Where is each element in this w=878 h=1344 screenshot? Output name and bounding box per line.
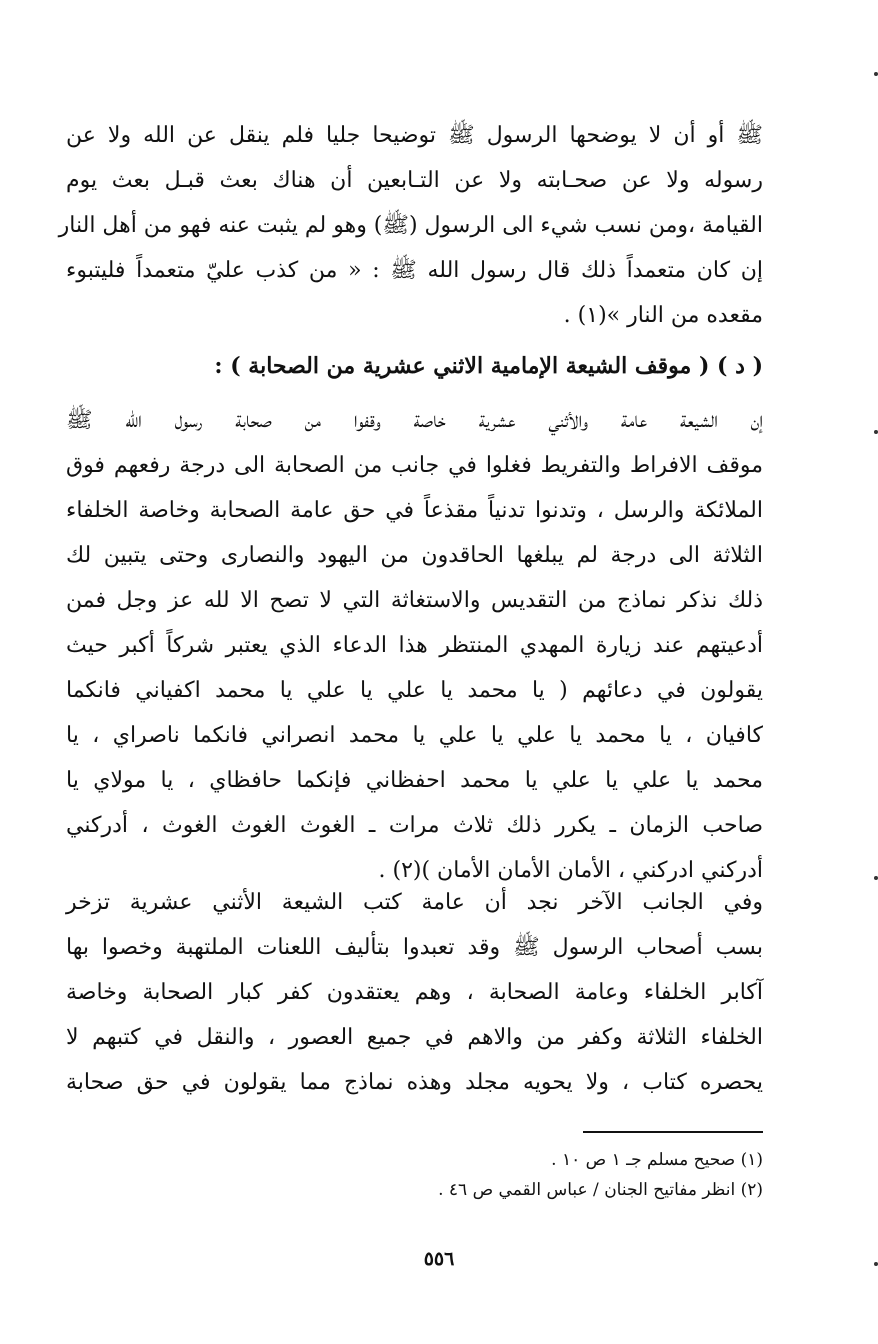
text-line: ﷺ أو أن لا يوضحها الرسول ﷺ توضيحا جليا فلم ينقل عن الله ولا عن xyxy=(66,123,763,148)
section-heading: ( د ) ( موقف الشيعة الإمامية الاثني عشرية من الصحابة ) : xyxy=(214,353,763,379)
text-line: إن الشيعة عامة والأثني عشرية خاصة وقفوا من صحابة رسول الله ﷺ xyxy=(66,408,763,433)
text-line: كافيان ، يا محمد يا علي يا علي يا محمد انصراني فانكما ناصراي ، يا xyxy=(66,723,763,748)
text-line: رسوله ولا عن صحـابته ولا عن التـابعين أن هناك بعث قبـل بعث يوم xyxy=(66,168,763,193)
text-line: القيامة ،ومن نسب شيء الى الرسول (ﷺ) وهو لم يثبت عنه فهو من أهل النار xyxy=(58,213,763,238)
text-line: بسب أصحاب الرسول ﷺ وقد تعبدوا بتأليف اللعنات الملتهبة وخصوا بها xyxy=(66,935,763,960)
footnote-2: (٢) انظر مفاتيح الجنان / عباس القمي ص ٤٦ . xyxy=(438,1180,763,1200)
paragraph-1 xyxy=(58,113,763,338)
text-line: يحصره كتاب ، ولا يحويه مجلد وهذه نماذج مما يقولون في حق صحابة xyxy=(66,1070,763,1095)
paragraph-2 xyxy=(66,398,763,893)
page-number: ٥٥٦ xyxy=(423,1248,455,1270)
text-line: الثلاثة الى درجة لم يبلغها الحاقدون من اليهود والنصارى وحتى يتبين لك xyxy=(66,543,763,568)
text-line: يقولون في دعائهم ( يا محمد يا علي يا علي يا محمد اكفياني فانكما xyxy=(66,678,763,703)
footnotes xyxy=(300,1145,763,1205)
scan-mark xyxy=(874,1262,878,1266)
footnote-1: (١) صحيح مسلم جـ ١ ص ١٠ . xyxy=(551,1150,763,1170)
text-line: صاحب الزمان ـ يكرر ذلك ثلاث مرات ـ الغوث الغوث الغوث ، أدركني xyxy=(66,813,763,838)
text-line: آكابر الخلفاء وعامة الصحابة ، وهم يعتقدون كفر كبار الصحابة وخاصة xyxy=(66,980,763,1005)
text-line: موقف الافراط والتفريط فغلوا في جانب من الصحابة الى درجة رفعهم فوق xyxy=(66,453,763,478)
text-line: وفي الجانب الآخر نجد أن عامة كتب الشيعة الأثني عشرية تزخر xyxy=(66,890,763,915)
text-line: محمد يا علي يا علي يا محمد احفظاني فإنكما حافظاي ، يا مولاي يا xyxy=(66,768,763,793)
paragraph-3 xyxy=(66,880,763,1105)
scan-mark xyxy=(874,876,878,880)
text-line: ذلك نذكر نماذج من التقديس والاستغاثة التي لا تصح الا لله عز وجل فمن xyxy=(66,588,763,613)
text-line: أدعيتهم عند زيارة المهدي المنتظر هذا الدعاء الذي يعتبر شركاً أكبر حيث xyxy=(66,633,763,658)
scan-mark xyxy=(874,430,878,434)
scan-mark xyxy=(874,72,878,76)
footnote-divider xyxy=(583,1131,763,1133)
text-line: مقعده من النار »(١) . xyxy=(563,303,763,328)
text-line: إن كان متعمداً ذلك قال رسول الله ﷺ : « من كذب عليّ متعمداً فليتبوء xyxy=(66,258,763,283)
text-line: الملائكة والرسل ، وتدنوا تدنياً مقذعاً في حق عامة الصحابة وخاصة الخلفاء xyxy=(66,498,763,523)
text-line: أدركني ادركني ، الأمان الأمان الأمان )(٢) . xyxy=(378,858,763,883)
text-line: الخلفاء الثلاثة وكفر من والاهم في جميع العصور ، والنقل في كتبهم لا xyxy=(66,1025,763,1050)
